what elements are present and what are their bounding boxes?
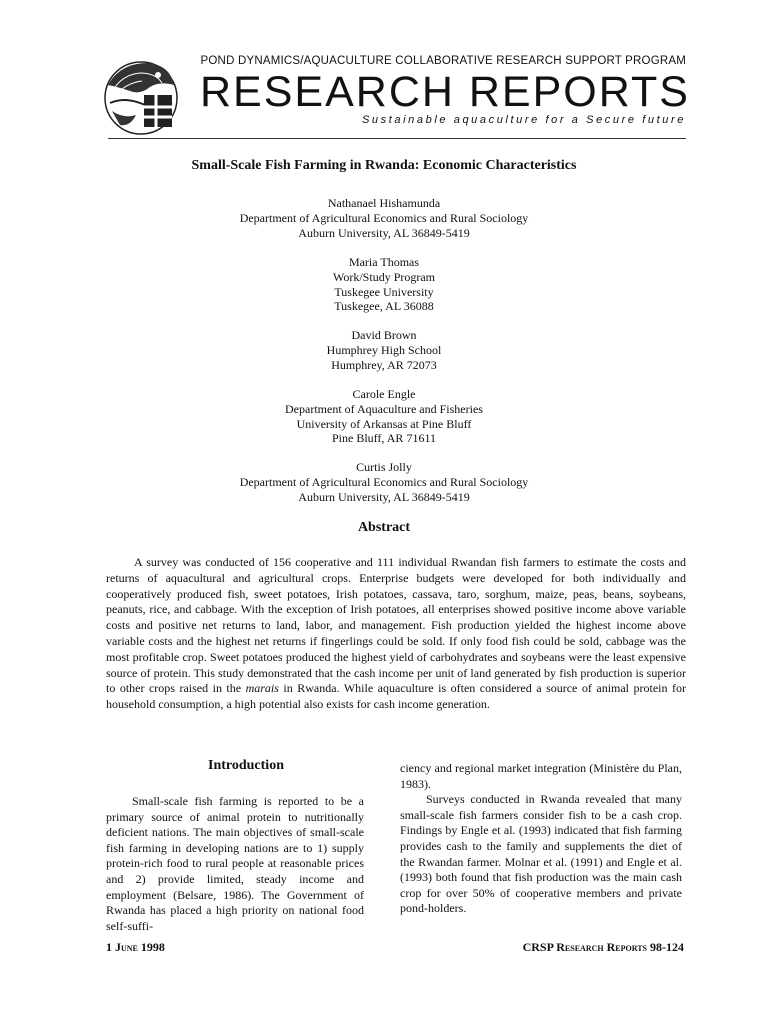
author-affiliation: Department of Agricultural Economics and Rural Sociology <box>239 474 529 489</box>
paper-title: Small-Scale Fish Farming in Rwanda: Economic Characteristics <box>191 158 577 173</box>
introduction-right-column <box>400 761 682 917</box>
author-name: David Brown <box>351 328 417 342</box>
author-affiliation: Humphrey High School <box>326 342 442 357</box>
author-affiliation: Auburn University, AL 36849-5419 <box>298 225 470 240</box>
author-block <box>0 196 768 240</box>
abstract-text: A survey was conducted of 156 cooperative and 111 individual Rwandan fish farmers to estimate the costs and returns of aquacultural and agricultural crops. Enterprise budgets were developed for both individually and cooperatively produced fish, sweet potatoes, Irish potatoes, cassava, taro, sorghum, maize, peas, beans, soybeans, peanuts, rice, and cabbage. With the exception of Irish potatoes, all enterprises showed positive income above variable costs and positive net returns to land, labor, and management. Fish production yielded the highest income above variable costs and the highest net returns if fingerlings could be sold. If only food fish could be sold, cabbage was the most profitable crop. Sweet potatoes produced the highest yield of carbohydrates and soybeans were the least expensive source of protein. This study demonstrated that the cash income per unit of land generated by fish production is superior to other crops raised in the <box>106 555 686 696</box>
author-name: Maria Thomas <box>348 255 420 269</box>
author-affiliation: Humphrey, AR 72073 <box>331 357 437 372</box>
abstract-text-end: in Rwanda. While aquaculture is often considered a source of animal protein for household consumption, a high potential also exists for cash income generation. <box>106 681 686 712</box>
author-block <box>0 255 768 314</box>
author-block <box>0 328 768 372</box>
introduction-left-column: Small-scale fish farming is reported to be a primary source of animal protein to nutritionally deficient nations. The main objectives of small-scale fish farming in developing nations are to 1) supply protein-rich food to rural people at reasonable prices and 2) provide limited, steady income and employment (Belsare, 1986). The Government of Rwanda has placed a high priority on national food self-suffi- <box>106 794 364 933</box>
footer-date: 1 June 1998 <box>106 940 165 954</box>
crsp-logo <box>100 55 182 137</box>
author-name: Carole Engle <box>352 387 416 401</box>
tagline: Sustainable aquaculture for a Secure future <box>362 114 686 126</box>
author-block <box>0 460 768 504</box>
author-affiliation: Tuskegee University <box>334 284 434 299</box>
author-affiliation: Pine Bluff, AR 71611 <box>331 431 436 446</box>
author-affiliation: Department of Agricultural Economics and Rural Sociology <box>239 210 529 225</box>
program-name: POND DYNAMICS/AQUACULTURE COLLABORATIVE RESEARCH SUPPORT PROGRAM <box>200 55 686 67</box>
paragraph: ciency and regional market integration (Ministère du Plan, 1983). <box>400 761 682 791</box>
publication-title: RESEARCH REPORTS <box>200 68 690 116</box>
author-affiliation: Department of Aquaculture and Fisheries <box>285 401 483 416</box>
author-name: Nathanael Hishamunda <box>327 196 441 210</box>
introduction-heading: Introduction <box>208 758 284 773</box>
author-affiliation: University of Arkansas at Pine Bluff <box>296 416 472 431</box>
abstract-italic-term: marais <box>245 681 279 696</box>
author-name: Curtis Jolly <box>356 460 412 474</box>
header-rule <box>108 138 686 139</box>
author-affiliation: Work/Study Program <box>332 269 436 284</box>
footer-series: CRSP Research Reports 98-124 <box>522 940 684 954</box>
author-block <box>0 387 768 446</box>
author-affiliation: Tuskegee, AL 36088 <box>334 299 434 314</box>
abstract-heading: Abstract <box>357 520 411 535</box>
paragraph: Surveys conducted in Rwanda revealed that many small-scale fish farmers consider fish to be a cash crop. Findings by Engle et al. (1993) indicated that fish farming provides cash to the family and supplements the diet of the Rwandan farmer. Molnar et al. (1991) and Engle et al. (1993) both found that fish production was the main cash crop for over 50% of cooperative members and private pond-holders. <box>400 792 682 916</box>
author-affiliation: Auburn University, AL 36849-5419 <box>298 489 470 504</box>
abstract-body <box>106 555 686 713</box>
